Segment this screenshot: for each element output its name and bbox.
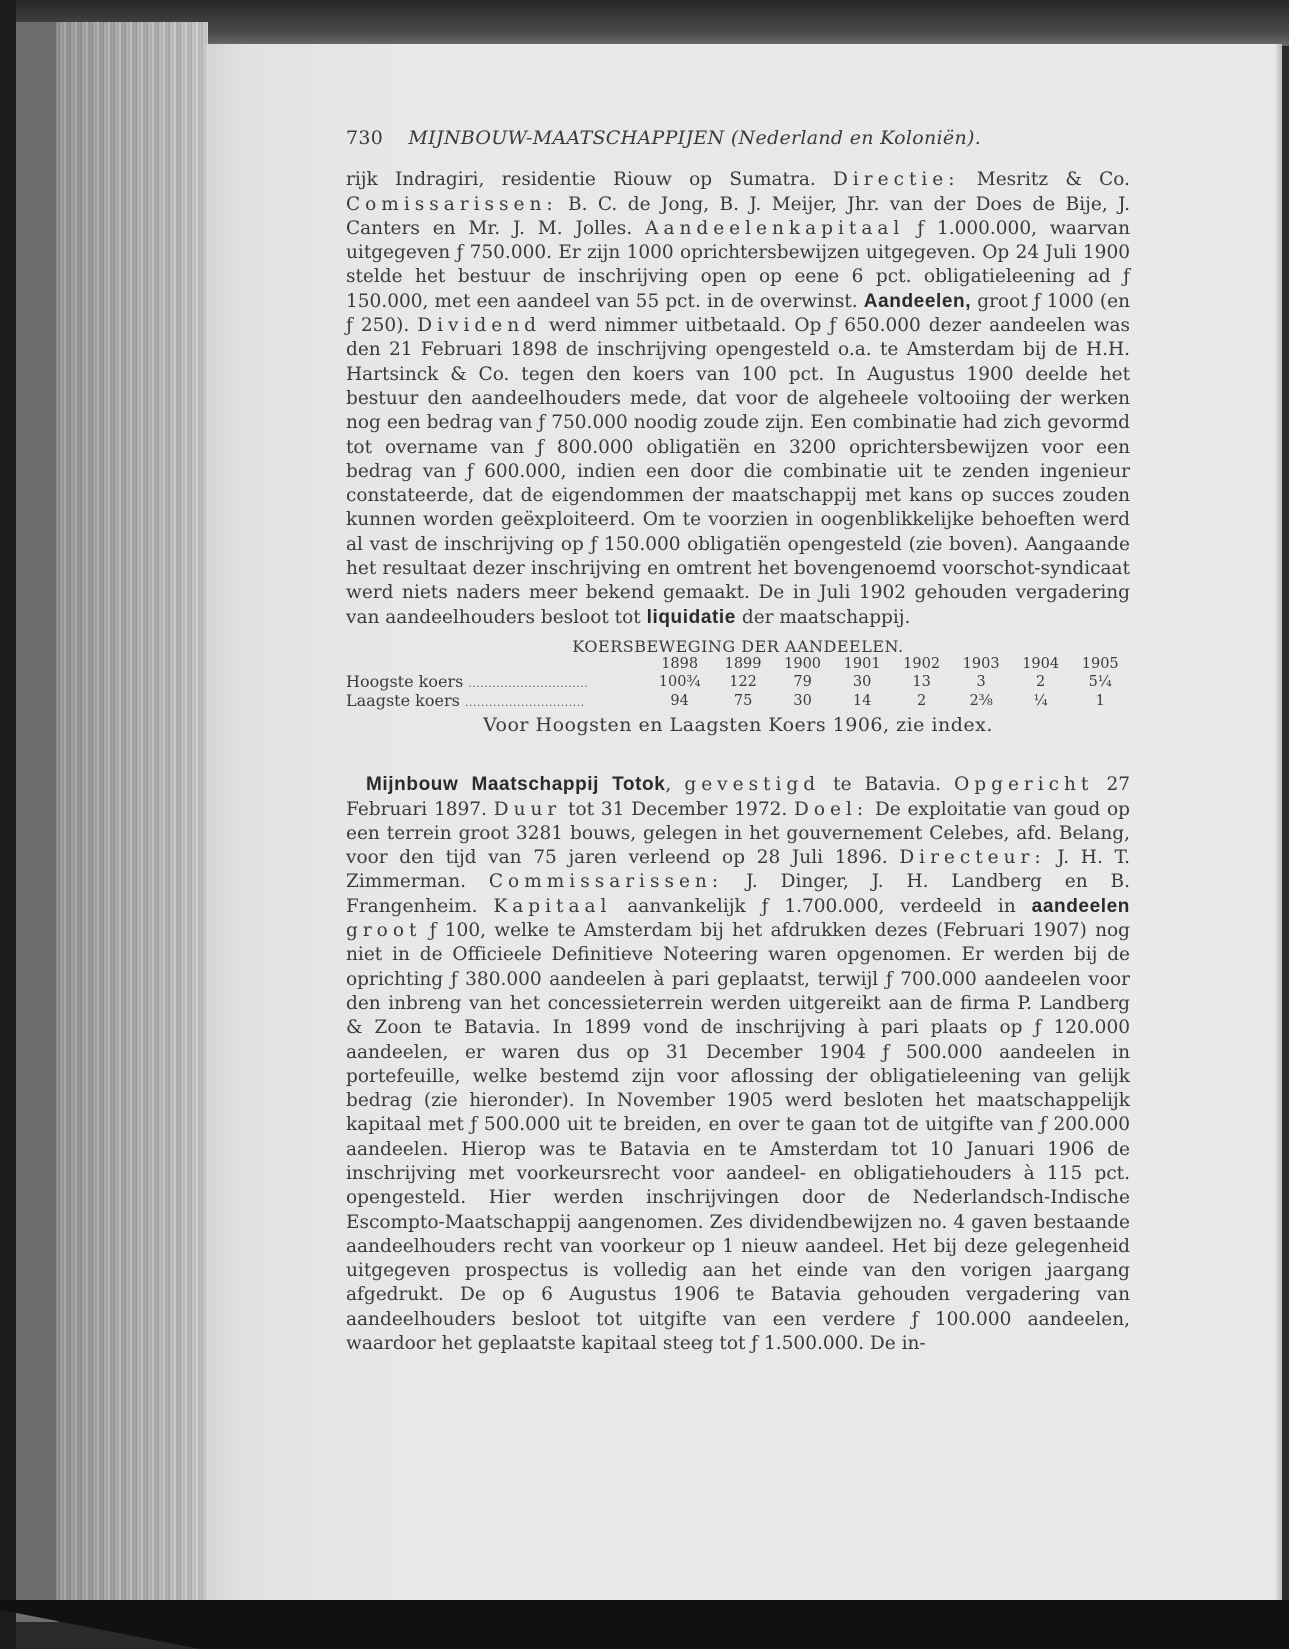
year-cell: 1898 bbox=[661, 655, 699, 672]
text: B. C. de Jong, B. J. Meijer, Jhr. van der Does de Bije, J. Canters en Mr. J. M. Jolles. bbox=[346, 193, 1130, 239]
running-title: MIJNBOUW-MAATSCHAPPIJEN (Nederland en Koloniën). bbox=[408, 127, 982, 149]
heading-aandeelen: aandeelen bbox=[1031, 895, 1130, 917]
value-cell: 122 bbox=[729, 673, 757, 690]
row-label bbox=[346, 673, 646, 692]
text: Mesritz & Co. bbox=[959, 169, 1130, 191]
page-right-edge bbox=[1276, 44, 1282, 1604]
text: te Batavia. bbox=[820, 774, 955, 796]
empty-cell bbox=[346, 656, 646, 673]
value-cell: 2⅜ bbox=[969, 692, 993, 709]
value-cell: 75 bbox=[733, 692, 753, 709]
value-cell: 30 bbox=[793, 692, 812, 709]
text: J. H. T. Zimmerman. bbox=[346, 847, 1130, 893]
value-cell: 100¾ bbox=[658, 673, 701, 690]
text: J. Dinger, J. H. Landberg en B. Frangenheim. bbox=[346, 871, 1130, 917]
running-header bbox=[346, 126, 1130, 150]
label-opgericht: Opgericht bbox=[954, 774, 1094, 796]
label-groot: groot bbox=[346, 920, 422, 942]
label-doel: Doel: bbox=[794, 798, 869, 820]
paragraph-totok-company bbox=[346, 773, 1130, 1356]
label-directie: Directie: bbox=[833, 169, 960, 191]
row-label-text: Hoogste koers bbox=[346, 671, 464, 691]
value-cell: 3 bbox=[976, 673, 986, 690]
value-cell: 30 bbox=[852, 673, 872, 690]
label-comissarissen: Comissarissen: bbox=[346, 193, 558, 215]
year-cell: 1904 bbox=[1022, 655, 1060, 672]
koers-note: Voor Hoogsten en Laagsten Koers 1906, zie index. bbox=[483, 713, 993, 736]
value-cell: 13 bbox=[912, 673, 931, 690]
year-cell: 1900 bbox=[784, 655, 822, 672]
koers-table-title: KOERSBEWEGING DER AANDEELEN. bbox=[572, 636, 904, 656]
page-content bbox=[346, 126, 1130, 1356]
year-cell: 1903 bbox=[962, 655, 1000, 672]
koers-table bbox=[346, 656, 1130, 711]
leader-dots: .............................. bbox=[464, 695, 585, 709]
koers-table-header-row bbox=[346, 656, 1130, 673]
value-cell: 94 bbox=[670, 692, 689, 709]
value-cell: 2 bbox=[917, 692, 927, 709]
book-page bbox=[206, 44, 1282, 1604]
text: groot ƒ 1000 (en ƒ 250). bbox=[346, 290, 1130, 337]
page-number: 730 bbox=[346, 127, 384, 149]
heading-liquidatie: liquidatie bbox=[646, 606, 736, 628]
text: der maatschappij. bbox=[735, 606, 911, 628]
book-cover-board bbox=[16, 22, 58, 1622]
text: werd nimmer uitbetaald. Op ƒ 650.000 dezer aandeelen was den 21 Februari 1898 de inschrijving opengesteld o.a. te Amsterdam bij de H.H. Hartsinck & Co. tegen den koers van 100 pct. In Augustus 1900 deelde het bestuur den aandeelhouders mede, dat voor de algeheele voltooiing der werken nog een bedrag van ƒ 750.000 noodig zoude zijn. Een combinatie had zich gevormd tot overname van ƒ 800.000 obligatiën en 3200 oprichtersbewijzen voor een bedrag van ƒ 600.000, indien een door die combinatie uit te zenden ingenieur constateerde, dat de eigendommen der maatschappij met kans op succes zouden kunnen worden geëxploiteerd. Om te voorzien in oogenblikkelijke behoeften werd al vast de inschrijving op ƒ 150.000 obligatiën opengesteld (zie boven). Aangaande het resultaat dezer inschrijving en omtrent het bovengenoemd voorschot-syndicaat werd niets naders meer bekend gemaakt. De in Juli 1902 gehouden vergadering van aandeelhouders besloot tot bbox=[346, 315, 1130, 628]
text: De exploitatie van goud op een terrein groot 3281 bouws, gelegen in het gouvernement Celebes, afd. Belang, voor den tijd van 75 jaren verleend op 28 Juli 1896. bbox=[346, 798, 1130, 869]
company-heading-totok: Mijnbouw Maatschappij Totok bbox=[366, 774, 666, 796]
label-dividend: Dividend bbox=[417, 315, 541, 337]
heading-aandeelen: Aandeelen, bbox=[863, 290, 972, 312]
label-gevestigd: gevestigd bbox=[684, 774, 821, 796]
table-row bbox=[346, 692, 1130, 711]
text: ƒ 1.000.000, waarvan uitgegeven ƒ 750.000. Er zijn 1000 oprichtersbewijzen uitgegeven. Op 24 Juli 1900 stelde het bestuur de inschrijving open op eene 6 pct. obligatieleening ad ƒ 150.000, met een aandeel van 55 pct. in de overwinst. bbox=[346, 217, 1131, 312]
value-cell: 1 bbox=[1095, 692, 1105, 709]
year-cell: 1905 bbox=[1081, 655, 1119, 672]
text: ƒ 100, welke te Amsterdam bij het afdrukken dezes (Februari 1907) nog niet in de Officieele Definitieve Noteering waren opgenomen. Er werden bij de oprichting ƒ 380.000 aandeelen à pari geplaatst, terwijl ƒ 700.000 aandeelen voor den inbreng van het concessieterrein werden uitgereikt aan de firma P. Landberg & Zoon te Batavia. In 1899 vond de inschrijving à pari plaats op ƒ 120.000 aandeelen, er waren dus op 31 December 1904 ƒ 500.000 aandeelen in portefeuille, welke bestemd zijn voor aflossing der obligatieleening van gelijk bedrag (zie hieronder). In November 1905 werd besloten het maatschappelijk kapitaal met ƒ 500.000 uit te breiden, en over te gaan tot de uitgifte van ƒ 200.000 aandeelen. Hierop was te Batavia en te Amsterdam tot 10 Januari 1906 de inschrijving met voorkeursrecht voor aandeel- en obligatiehouders à 115 pct. opengesteld. Hier werden inschrijvingen door de Nederlandsch-Indische Escompto-Maatschappij aangenomen. Zes dividendbewijzen no. 4 gaven bestaande aandeelhouders recht van voorkeur op 1 nieuw aandeel. Het bij deze gelegenheid uitgegeven prospectus is volledig aan het einde van den vorigen jaargang afgedrukt. De op 6 Augustus 1906 te Batavia gehouden vergadering van aandeelhouders besloot tot uitgifte van een verdere ƒ 100.000 aandeelen, waardoor het geplaatste kapitaal steeg tot ƒ 1.500.000. De in- bbox=[346, 920, 1130, 1355]
paragraph-indragiri-company bbox=[346, 168, 1130, 630]
book-cover-edge bbox=[0, 0, 16, 1649]
scan-background-bottom bbox=[0, 1600, 1289, 1649]
year-cell: 1902 bbox=[903, 655, 941, 672]
label-directeur: Directeur: bbox=[899, 847, 1046, 869]
label-commissarissen: Commissarissen: bbox=[488, 871, 724, 893]
leader-dots: .............................. bbox=[468, 676, 589, 690]
value-cell: 14 bbox=[852, 692, 872, 709]
value-cell: 79 bbox=[793, 673, 812, 690]
text: aanvankelijk ƒ 1.700.000, verdeeld in bbox=[611, 895, 1032, 917]
table-row bbox=[346, 673, 1130, 692]
text: 27 Februari 1897. bbox=[346, 774, 1130, 820]
value-cell: 2 bbox=[1036, 673, 1046, 690]
row-label bbox=[346, 692, 646, 711]
label-kapitaal: Kapitaal bbox=[493, 895, 612, 917]
section-gap bbox=[346, 737, 1130, 773]
text: tot 31 December 1972. bbox=[561, 798, 795, 820]
label-duur: Duur bbox=[493, 798, 562, 820]
year-cell: 1899 bbox=[724, 655, 762, 672]
year-cell: 1901 bbox=[843, 655, 881, 672]
book-page-edges bbox=[56, 22, 208, 1617]
text: , bbox=[665, 774, 685, 796]
value-cell: ¼ bbox=[1033, 692, 1048, 709]
text: rijk Indragiri, residentie Riouw op Sumatra. bbox=[346, 169, 834, 191]
value-cell: 5¼ bbox=[1088, 673, 1112, 690]
row-label-text: Laagste koers bbox=[346, 690, 460, 710]
label-aandeelenkapitaal: Aandeelenkapitaal bbox=[645, 217, 905, 239]
